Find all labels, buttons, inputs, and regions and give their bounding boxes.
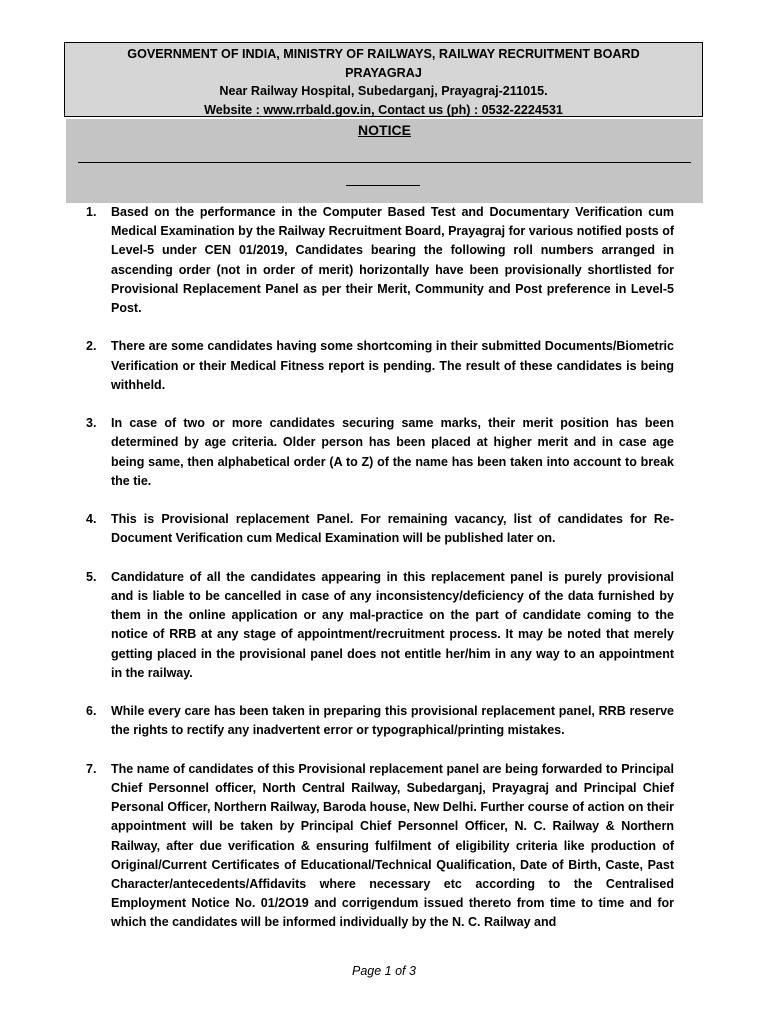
list-item [86,203,674,318]
item-text: Candidature of all the candidates appearing in this replacement panel is purely provisional and is liable to be cancelled in case of any inconsistency/deficiency of the data furnished by them in the online application or any mal-practice on the part of candidate coming to the notice of RRB at any stage of appointment/recruitment process. It may be noted that merely getting placed in the provisional panel does not entitle her/him in any way to an appointment in the railway. [111,569,674,680]
item-number: 1. [86,205,97,219]
item-number: 6. [86,704,97,719]
item-text: While every care has been taken in preparing this provisional replacement panel, RRB reserve the rights to rectify any inadvertent error or typographical/printing mistakes. [111,704,674,738]
item-text: In case of two or more candidates securing same marks, their merit position has been determined by age criteria. Older person has been placed at higher merit and in case age being same, then alphabetical order (A to Z) of the name has been taken into account to break the tie. [111,416,674,488]
notice-points [86,203,674,952]
item-text: The name of candidates of this Provisional replacement panel are being forwarded to Principal Chief Personnel officer, North Central Railway, Subedarganj, Prayagraj and Principal Chief Personal Officer, Northern Railway, Baroda house, New Delhi. Further course of action on their appointment will be taken by Principal Chief Personnel Officer, N. C. Railway & Northern Railway, after due verification & ensuring fulfilment of eligibility criteria like production of Original/Current Certificates of Educational/Technical Qualification, Date of Birth, Caste, Past Character/antecedents/Affidavits where necessary etc according to the Centralised Employment Notice No. 01/2O19 and corrigendum issued thereto from time to time and for which the candidates will be informed individually by the N. C. Railway and [111,761,674,930]
item-text: There are some candidates having some shortcoming in their submitted Documents/Biometric Verification or their Medical Fitness report is pending. The result of these candidates is being withheld. [111,339,674,392]
letterhead [64,42,703,117]
org-contact: Website : www.rrbald.gov.in, Contact us (ph) : 0532-2224531 [204,102,563,117]
notice-divider [78,162,691,163]
org-title: GOVERNMENT OF INDIA, MINISTRY OF RAILWAYS, RAILWAY RECRUITMENT BOARD [127,47,640,61]
notice-short-divider [346,185,420,186]
page-number: Page 1 of 3 [352,964,416,978]
list-item [86,414,674,491]
item-number: 4. [86,512,97,527]
list-item [86,510,674,548]
list-item [86,568,674,683]
list-item [86,337,674,395]
item-number: 2. [86,339,97,354]
org-city: PRAYAGRAJ [345,65,422,80]
org-address: Near Railway Hospital, Subedarganj, Prayagraj-211015. [219,84,548,98]
item-text: This is Provisional replacement Panel. For remaining vacancy, list of candidates for Re-Document Verification cum Medical Examination will be published later on. [111,512,674,546]
item-text: Based on the performance in the Computer Based Test and Documentary Verification cum Medical Examination by the Railway Recruitment Board, Prayagraj for various notified posts of Level-5 under CEN 01/2019, Candidates bearing the following roll numbers arranged in ascending order (not in order of merit) horizontally have been provisionally shortlisted for Provisional Replacement Panel as per their Merit, Community and Post preference in Level-5 Post. [111,205,674,316]
item-number: 3. [86,416,97,431]
item-number: 7. [86,761,97,776]
list-item [86,760,674,933]
notice-title: NOTICE [358,122,411,138]
list-item [86,702,674,740]
notice-banner [66,119,703,203]
item-number: 5. [86,569,97,584]
